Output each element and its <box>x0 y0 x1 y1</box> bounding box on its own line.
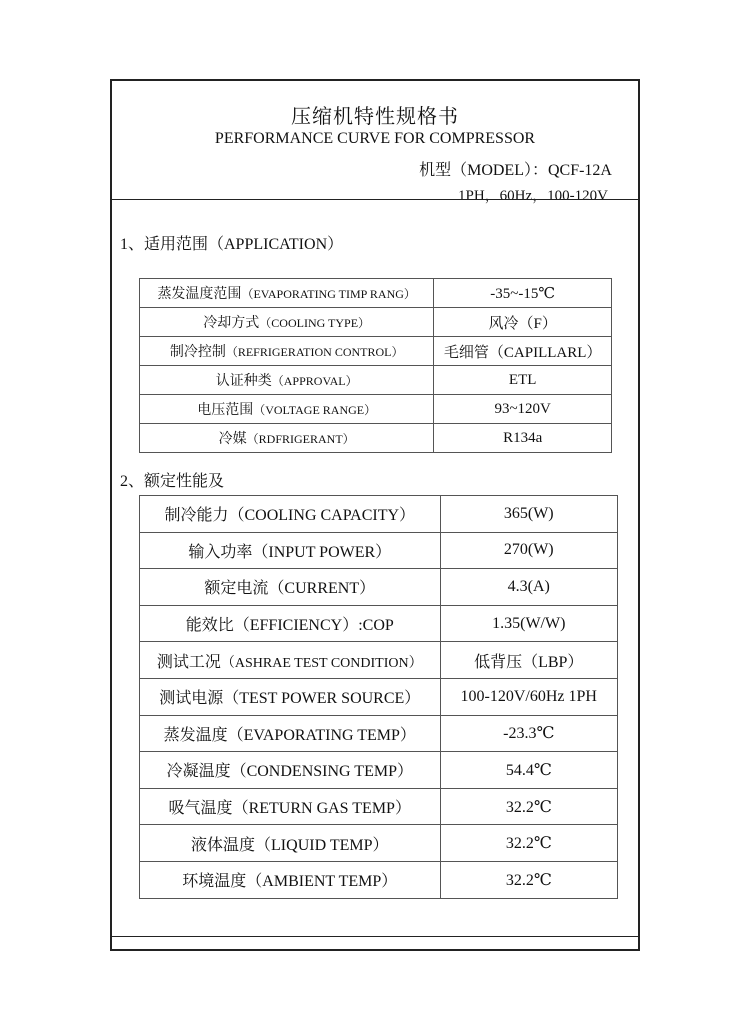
title-english: PERFORMANCE CURVE FOR COMPRESSOR <box>214 130 536 147</box>
spec-label: 蒸发温度范围（EVAPORATING TIMP RANG） <box>140 279 434 308</box>
table-row <box>140 861 618 898</box>
table-row <box>140 424 612 453</box>
table-row <box>140 532 618 569</box>
spec-value: 32.2℃ <box>440 788 617 825</box>
spec-value: 32.2℃ <box>440 861 617 898</box>
power-line: 1PH，60Hz，100-120V <box>458 188 608 204</box>
spec-value: -35~-15℃ <box>434 279 612 308</box>
spec-value: 毛细管（CAPILLARL） <box>434 337 612 366</box>
table-row <box>140 569 618 606</box>
spec-value: 4.3(A) <box>440 569 617 606</box>
footer-divider <box>112 936 638 937</box>
model-line: 机型（MODEL）：QCF-12A <box>419 162 612 179</box>
spec-label: 冷凝温度（CONDENSING TEMP） <box>140 752 441 789</box>
table-row <box>140 496 618 533</box>
spec-label: 认证种类（APPROVAL） <box>140 366 434 395</box>
rated-performance-table <box>139 495 618 899</box>
section-application-heading: 1、适用范围（APPLICATION） <box>120 236 344 253</box>
spec-label: 额定电流（CURRENT） <box>140 569 441 606</box>
table-row <box>140 788 618 825</box>
spec-label: 能效比（EFFICIENCY）:COP <box>140 605 441 642</box>
spec-value: ETL <box>434 366 612 395</box>
spec-label: 测试电源（TEST POWER SOURCE） <box>140 678 441 715</box>
section-rated-performance-heading: 2、额定性能及 <box>120 473 225 490</box>
spec-sheet-frame <box>110 79 640 951</box>
spec-value: 32.2℃ <box>440 825 617 862</box>
table-row <box>140 366 612 395</box>
spec-label: 液体温度（LIQUID TEMP） <box>140 825 441 862</box>
spec-value: 93~120V <box>434 395 612 424</box>
spec-label: 蒸发温度（EVAPORATING TEMP） <box>140 715 441 752</box>
table-row <box>140 308 612 337</box>
table-row <box>140 279 612 308</box>
spec-value: 低背压（LBP） <box>440 642 617 679</box>
spec-label: 制冷能力（COOLING CAPACITY） <box>140 496 441 533</box>
table-row <box>140 642 618 679</box>
table-row <box>140 825 618 862</box>
spec-value: R134a <box>434 424 612 453</box>
table-row <box>140 752 618 789</box>
spec-label: 环境温度（AMBIENT TEMP） <box>140 861 441 898</box>
spec-label: 制冷控制（REFRIGERATION CONTROL） <box>140 337 434 366</box>
spec-value: 1.35(W/W) <box>440 605 617 642</box>
spec-value: -23.3℃ <box>440 715 617 752</box>
spec-value: 365(W) <box>440 496 617 533</box>
application-table <box>139 278 612 453</box>
table-row <box>140 715 618 752</box>
spec-value: 270(W) <box>440 532 617 569</box>
spec-value: 100-120V/60Hz 1PH <box>440 678 617 715</box>
table-row <box>140 337 612 366</box>
spec-label: 冷却方式（COOLING TYPE） <box>140 308 434 337</box>
title-chinese: 压缩机特性规格书 <box>291 106 459 128</box>
spec-label: 输入功率（INPUT POWER） <box>140 532 441 569</box>
spec-label: 冷媒（RDFRIGERANT） <box>140 424 434 453</box>
spec-label: 测试工况（ASHRAE TEST CONDITION） <box>140 642 441 679</box>
table-row <box>140 605 618 642</box>
spec-value: 风冷（F） <box>434 308 612 337</box>
spec-label: 吸气温度（RETURN GAS TEMP） <box>140 788 441 825</box>
spec-value: 54.4℃ <box>440 752 617 789</box>
header-divider <box>112 199 638 200</box>
table-row <box>140 678 618 715</box>
table-row <box>140 395 612 424</box>
spec-label: 电压范围（VOLTAGE RANGE） <box>140 395 434 424</box>
